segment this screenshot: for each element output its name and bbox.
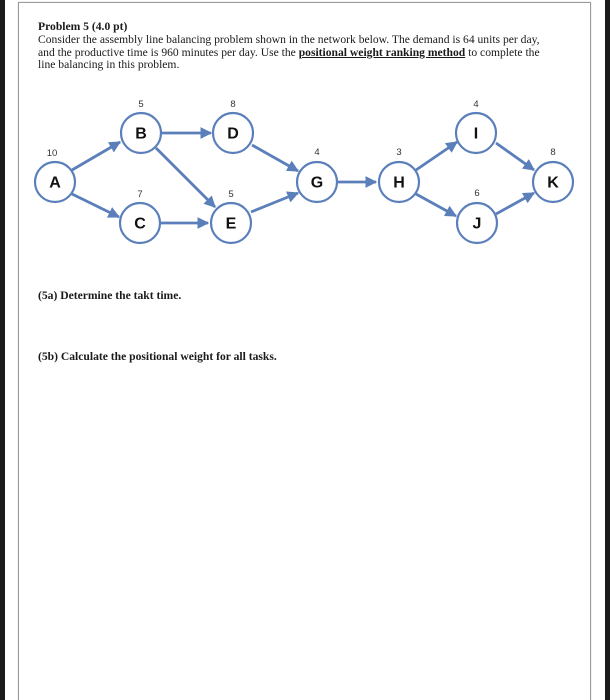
time-label-h: 3 xyxy=(396,147,402,158)
time-label-g: 4 xyxy=(314,147,320,158)
time-label-i: 4 xyxy=(473,99,479,110)
edge-a-c xyxy=(72,194,119,217)
time-label-e: 5 xyxy=(228,189,234,200)
edge-e-g xyxy=(251,193,298,212)
node-label-a: A xyxy=(49,174,61,192)
time-label-a: 10 xyxy=(46,148,58,159)
intro-text-1: Consider the assembly line balancing problem shown in the network below. The demand is 64 units per day, and the productive time is 960 minutes per day. Use the xyxy=(38,33,540,59)
node-h xyxy=(379,147,419,202)
node-label-d: D xyxy=(227,125,239,143)
node-label-g: G xyxy=(310,174,324,192)
node-label-i: I xyxy=(473,125,479,143)
time-label-b: 5 xyxy=(138,99,144,110)
node-label-e: E xyxy=(225,215,237,233)
edge-d-g xyxy=(252,145,298,171)
node-c xyxy=(120,189,160,243)
question-5b: (5b) Calculate the positional weight for all tasks. xyxy=(38,350,277,363)
node-i xyxy=(456,99,496,153)
node-k xyxy=(533,147,573,202)
time-label-k: 8 xyxy=(550,147,556,158)
edge-b-e xyxy=(156,148,215,207)
edge-h-i xyxy=(416,142,457,170)
intro-text-2: to complete the line balancing in this problem. xyxy=(38,45,540,72)
node-label-b: B xyxy=(135,125,147,143)
node-e xyxy=(211,189,251,243)
node-a xyxy=(35,148,75,202)
node-label-h: H xyxy=(393,174,405,192)
problem-title: Problem 5 (4.0 pt) xyxy=(38,20,128,33)
node-label-j: J xyxy=(472,215,482,233)
edge-a-b xyxy=(72,142,120,170)
node-j xyxy=(457,188,497,243)
time-label-d: 8 xyxy=(230,99,236,110)
node-label-c: C xyxy=(134,215,146,233)
time-label-c: 7 xyxy=(137,189,143,200)
edge-j-k xyxy=(496,193,534,214)
method-emphasis: positional weight ranking method xyxy=(298,45,466,59)
node-g xyxy=(297,147,337,202)
time-label-j: 6 xyxy=(474,188,480,199)
edge-h-j xyxy=(416,194,456,216)
node-b xyxy=(121,99,161,153)
node-d xyxy=(213,99,253,153)
node-label-k: K xyxy=(547,174,559,192)
question-5a: (5a) Determine the takt time. xyxy=(38,289,182,302)
edge-i-k xyxy=(496,143,534,170)
